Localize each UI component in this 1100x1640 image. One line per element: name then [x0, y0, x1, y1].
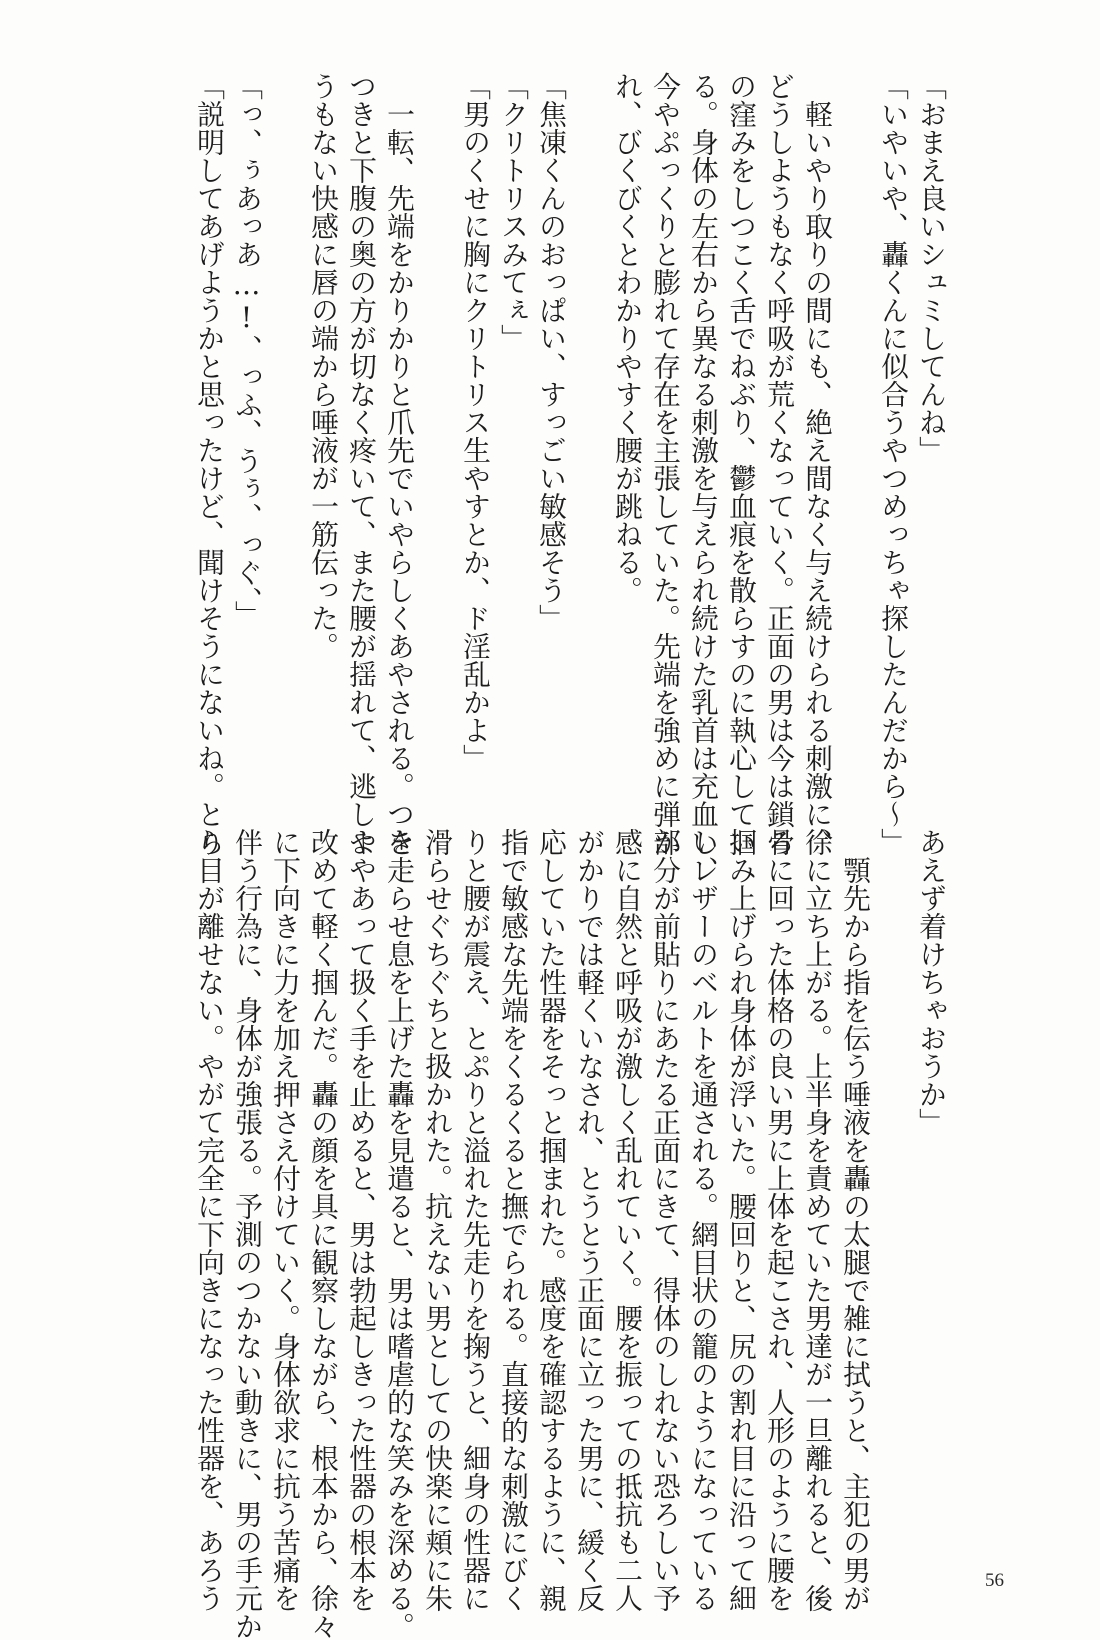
text-line: うもない快感に唇の端から唾液が一筋伝った。	[306, 72, 339, 660]
text-line: がかりでは軽くいなされ、とうとう正面に立った男に、緩く反	[572, 828, 605, 1612]
text-line: 掴み上げられ身体が浮いた。腰回りと、尻の割れ目に沿って細	[724, 828, 757, 1612]
page-number: 56	[985, 1570, 1004, 1591]
text-line: 応していた性器をそっと掴まれた。感度を確認するように、親	[534, 828, 567, 1612]
text-line: れ、びくびくとわかりやすく腰が跳ねる。	[610, 72, 643, 604]
text-line: 改めて軽く掴んだ。轟の顔を具に観察しながら、根本から、徐々	[306, 828, 339, 1640]
text-line: 今やぷっくりと膨れて存在を主張していた。先端を強めに弾か	[648, 72, 681, 856]
text-line: 伴う行為に、身体が強張る。予測のつかない動きに、男の手元か	[230, 828, 263, 1640]
text-line: ろに回った体格の良い男に上体を起こされ、人形のように腰を	[762, 828, 795, 1612]
text-line: 一転、先端をかりかりと爪先でいやらしくあやされる。つき	[382, 72, 415, 856]
text-line: 「男のくせに胸にクリトリス生やすとか、ド淫乱かよ」	[458, 72, 491, 772]
text-line: 「クリトリスみてぇ」	[496, 72, 529, 352]
text-line: 感に自然と呼吸が激しく乱れていく。腰を振っての抵抗も二人	[610, 828, 643, 1612]
text-line: を走らせ息を上げた轟を見遣ると、男は嗜虐的な笑みを深める。	[382, 828, 415, 1640]
text-line: 指で敏感な先端をくるくると撫でられる。直接的な刺激にびく	[496, 828, 529, 1612]
text-line: あえず着けちゃおうか」	[914, 828, 947, 1136]
text-line: 「説明してあげようかと思ったけど、聞けそうにないね。とり	[192, 72, 225, 856]
text-line: どうしようもなく呼吸が荒くなっていく。正面の男は今は鎖骨	[762, 72, 795, 856]
text-line: ら目が離せない。やがて完全に下向きになった性器を、あろう	[192, 828, 225, 1612]
text-line: 顎先から指を伝う唾液を轟の太腿で雑に拭うと、主犯の男が	[838, 828, 871, 1612]
lower-text-block	[181, 828, 949, 1640]
text-line: いレザーのベルトを通される。網目状の籠のようになっている	[686, 828, 719, 1612]
text-line: 部分が前貼りにあたる正面にきて、得体のしれない恐ろしい予	[648, 828, 681, 1612]
text-line: りと腰が震え、とぷりと溢れた先走りを掬うと、細身の性器に	[458, 828, 491, 1612]
text-line: に下向きに力を加え押さえ付けていく。身体欲求に抗う苦痛を	[268, 828, 301, 1612]
text-line: る。身体の左右から異なる刺激を与えられ続けた乳首は充血し、	[686, 72, 719, 884]
text-line: 滑らせぐちぐちと扱かれた。抗えない男としての快楽に頬に朱	[420, 828, 453, 1612]
text-line: 軽いやり取りの間にも、絶え間なく与え続けられる刺激に、	[800, 72, 833, 856]
text-line: 「おまえ良いシュミしてんね」	[914, 72, 947, 464]
text-line: つきと下腹の奥の方が切なく疼いて、また腰が揺れて、逃しよ	[344, 72, 377, 856]
text-line: 「っ、ぅあっあ…!、っふ、うぅ、っぐ、」	[230, 72, 263, 629]
text-line: ややあって扱く手を止めると、男は勃起しきった性器の根本を	[344, 828, 377, 1612]
text-line: 「焦凍くんのおっぱい、すっごい敏感そう」	[534, 72, 567, 632]
text-line: 徐に立ち上がる。上半身を責めていた男達が一旦離れると、後	[800, 828, 833, 1612]
text-line: 「いやいや、轟くんに似合うやつめっちゃ探したんだから〜」	[876, 72, 909, 856]
text-line: の窪みをしつこく舌でねぶり、鬱血痕を散らすのに執心してい	[724, 72, 757, 856]
upper-text-block	[181, 72, 949, 884]
